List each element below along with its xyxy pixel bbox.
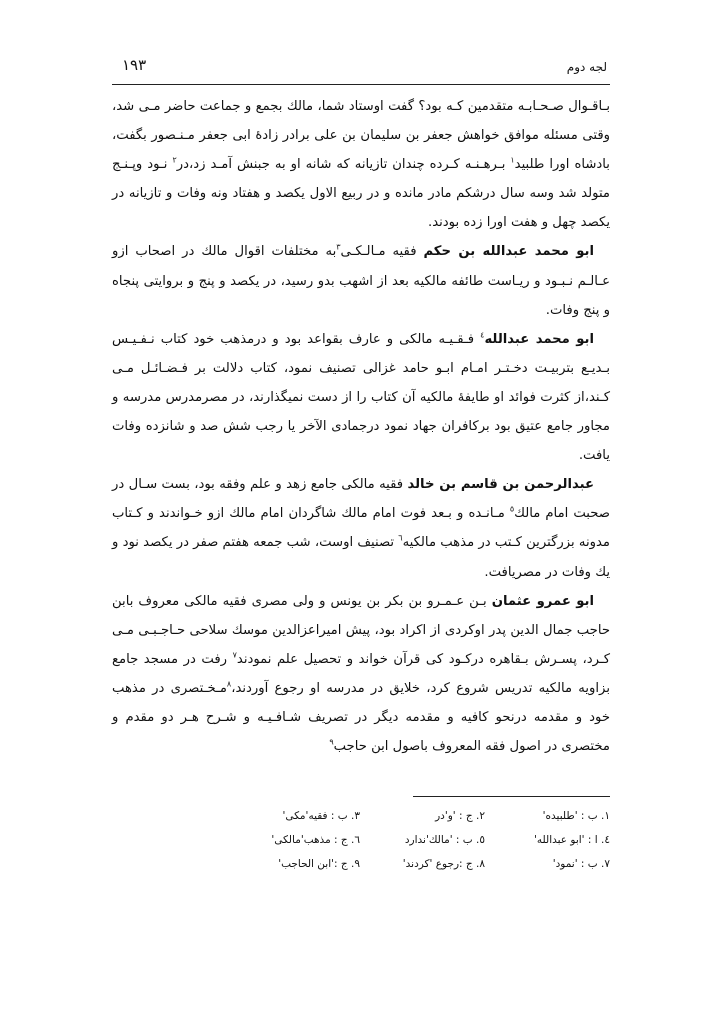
footnote-ref: ۷ bbox=[232, 650, 237, 660]
entry-name: ابو عمرو عثمان bbox=[491, 593, 594, 609]
page-header bbox=[122, 54, 607, 82]
footnote-ref: ۸ bbox=[226, 679, 232, 689]
entry-name: ابو محمد عبدالله bbox=[484, 331, 594, 347]
footnote-row bbox=[235, 828, 610, 852]
header-divider bbox=[112, 84, 610, 85]
entry-name: ابو محمد عبدالله بن حکم bbox=[423, 244, 594, 260]
body-text bbox=[112, 92, 610, 761]
footnote: ٦. ج : مذهب'مالکی' bbox=[271, 834, 360, 846]
footnote-row bbox=[235, 852, 610, 876]
paragraph-2: ابو محمد عبدالله بن حکم فقیه مـالـکـی$^۳$به مختلفات اقوال مالك در اصحاب ازو عـالـم نـبـود و ریـاست طائفه مالکیه بعد از اشهب بدو رسید، در یکصد و پنج و بروایتی پنجاه و پنج وفات. bbox=[112, 243, 610, 318]
paragraph-3: ابو محمد عبدالله$^٤$ فـقـیـه مالکی و عارف بقواعد بود و درمذهب خود کتاب نـفـیـس بـدیـع بتربیـت دخـتـر امـام ابـو حامد غزالی تصنیف نمود، کتاب دلالت بر فـضـائـل مـی کـند،از کثرت فوائد او طایفهٔ مالکیه آن کتاب را از دست نمیگذارند، در مصرمدرس مدرسه و مجاور جامع عتیق بود برکافران جهاد نمود درجمادی الآخر یا رجب شش صد و شانزده وفات یافت. bbox=[112, 330, 610, 464]
footnote: ٥. ب : 'مالك'ندارد bbox=[404, 834, 485, 846]
footnote-ref: ٤ bbox=[480, 330, 485, 340]
footnote: ۲. ج : 'و'در bbox=[435, 810, 485, 822]
footnote-ref: ۹ bbox=[329, 737, 334, 747]
footnote-ref: ٥ bbox=[509, 504, 515, 514]
footnote: ۹. ج :'ابن الحاجب' bbox=[278, 858, 360, 870]
paragraph-5: ابو عمرو عثمان بـن عـمـرو بن بکر بن یونس و ولی مصری فقیه مالکی معروف بابن حاجب جمال الدین پدر اوکردی از اکراد بود، پیش امیراعزالدین موسك سلاحی حـاجـبـی مـی کـرد، پسـرش بـقاهره درکـود کی قرآن خواند و تحصیل علم نمودند$^۷$ رفت در مسجد جامع بزاویه مالکیه تدریس شروع کرد، خلایق در مدرسه او رجوع آوردند،$^۸$مـخـتصری در مذهب خود و مقدمه درنحو کافیه و مقدمه دیگر در تصریف شـافـیـه و شـرح هـر دو مقدم و مختصری در اصول فقه المعروف باصول ابن حاجب$^۹$ bbox=[112, 593, 610, 755]
page-number: ۱۹۳ bbox=[122, 56, 147, 74]
paragraph-4: عبدالرحمن بن قاسم بن خالد فقیه مالکی جامع زهد و علم وفقه بود، بست سـال در صحبت امام مالك$^٥$ مـانـده و بـعد فوت امام مالك شاگردان امام مالك ازو خـواندند و کـتاب مدونه بزرگترین کـتب در مذهب مالکیه$^٦$ تصنیف اوست، شب جمعه هفتم صفر در یکصد نود و یك وفات در مصریافت. bbox=[112, 477, 610, 580]
entry-name: عبدالرحمن بن قاسم بن خالد bbox=[407, 477, 594, 493]
footnote: ۸. ج :رجوع 'کردند' bbox=[402, 858, 485, 870]
footnote: ۳. ب : فقیه'مکی' bbox=[282, 810, 360, 822]
footnote-ref: ۲ bbox=[172, 155, 177, 165]
footnote-row bbox=[235, 804, 610, 828]
paragraph-1: بـاقـوال صـحـابـه متقدمین کـه بود؟ گفت اوستاد شما، مالك بجمع و جماعت حاضر مـی شد، وقتی مسئله موافق خواهش جعفر بن سلیمان بن علی برادر زادهٔ ابی جعفر مـنـصور بگفت، بادشاه اورا طلبید$^۱$ بـرهـنـه کـرده چندان تازیانه که شانه او به جبنش آمـد زد،در$^۲$ نـود وپـنـج متولد شد وسه سال درشکم مادر مانده و در ربیع الاول یکصد و هفتاد ونه وفات و تازیانه در یکصد چهل و هفت اورا زده بودند. bbox=[112, 99, 610, 231]
running-title: لجه دوم bbox=[566, 60, 607, 74]
footnote-ref: ٦ bbox=[398, 534, 403, 544]
footnote-ref: ۳ bbox=[336, 243, 341, 253]
footnote-divider bbox=[413, 796, 610, 797]
footnote-ref: ۱ bbox=[510, 155, 515, 165]
footnote: ٤. ا : 'ابو عبدالله' bbox=[534, 834, 610, 846]
footnote: ۱. ب : 'طلبیده' bbox=[542, 810, 610, 822]
footnote: ۷. ب : 'نمود' bbox=[552, 858, 610, 870]
footnotes bbox=[235, 804, 610, 876]
